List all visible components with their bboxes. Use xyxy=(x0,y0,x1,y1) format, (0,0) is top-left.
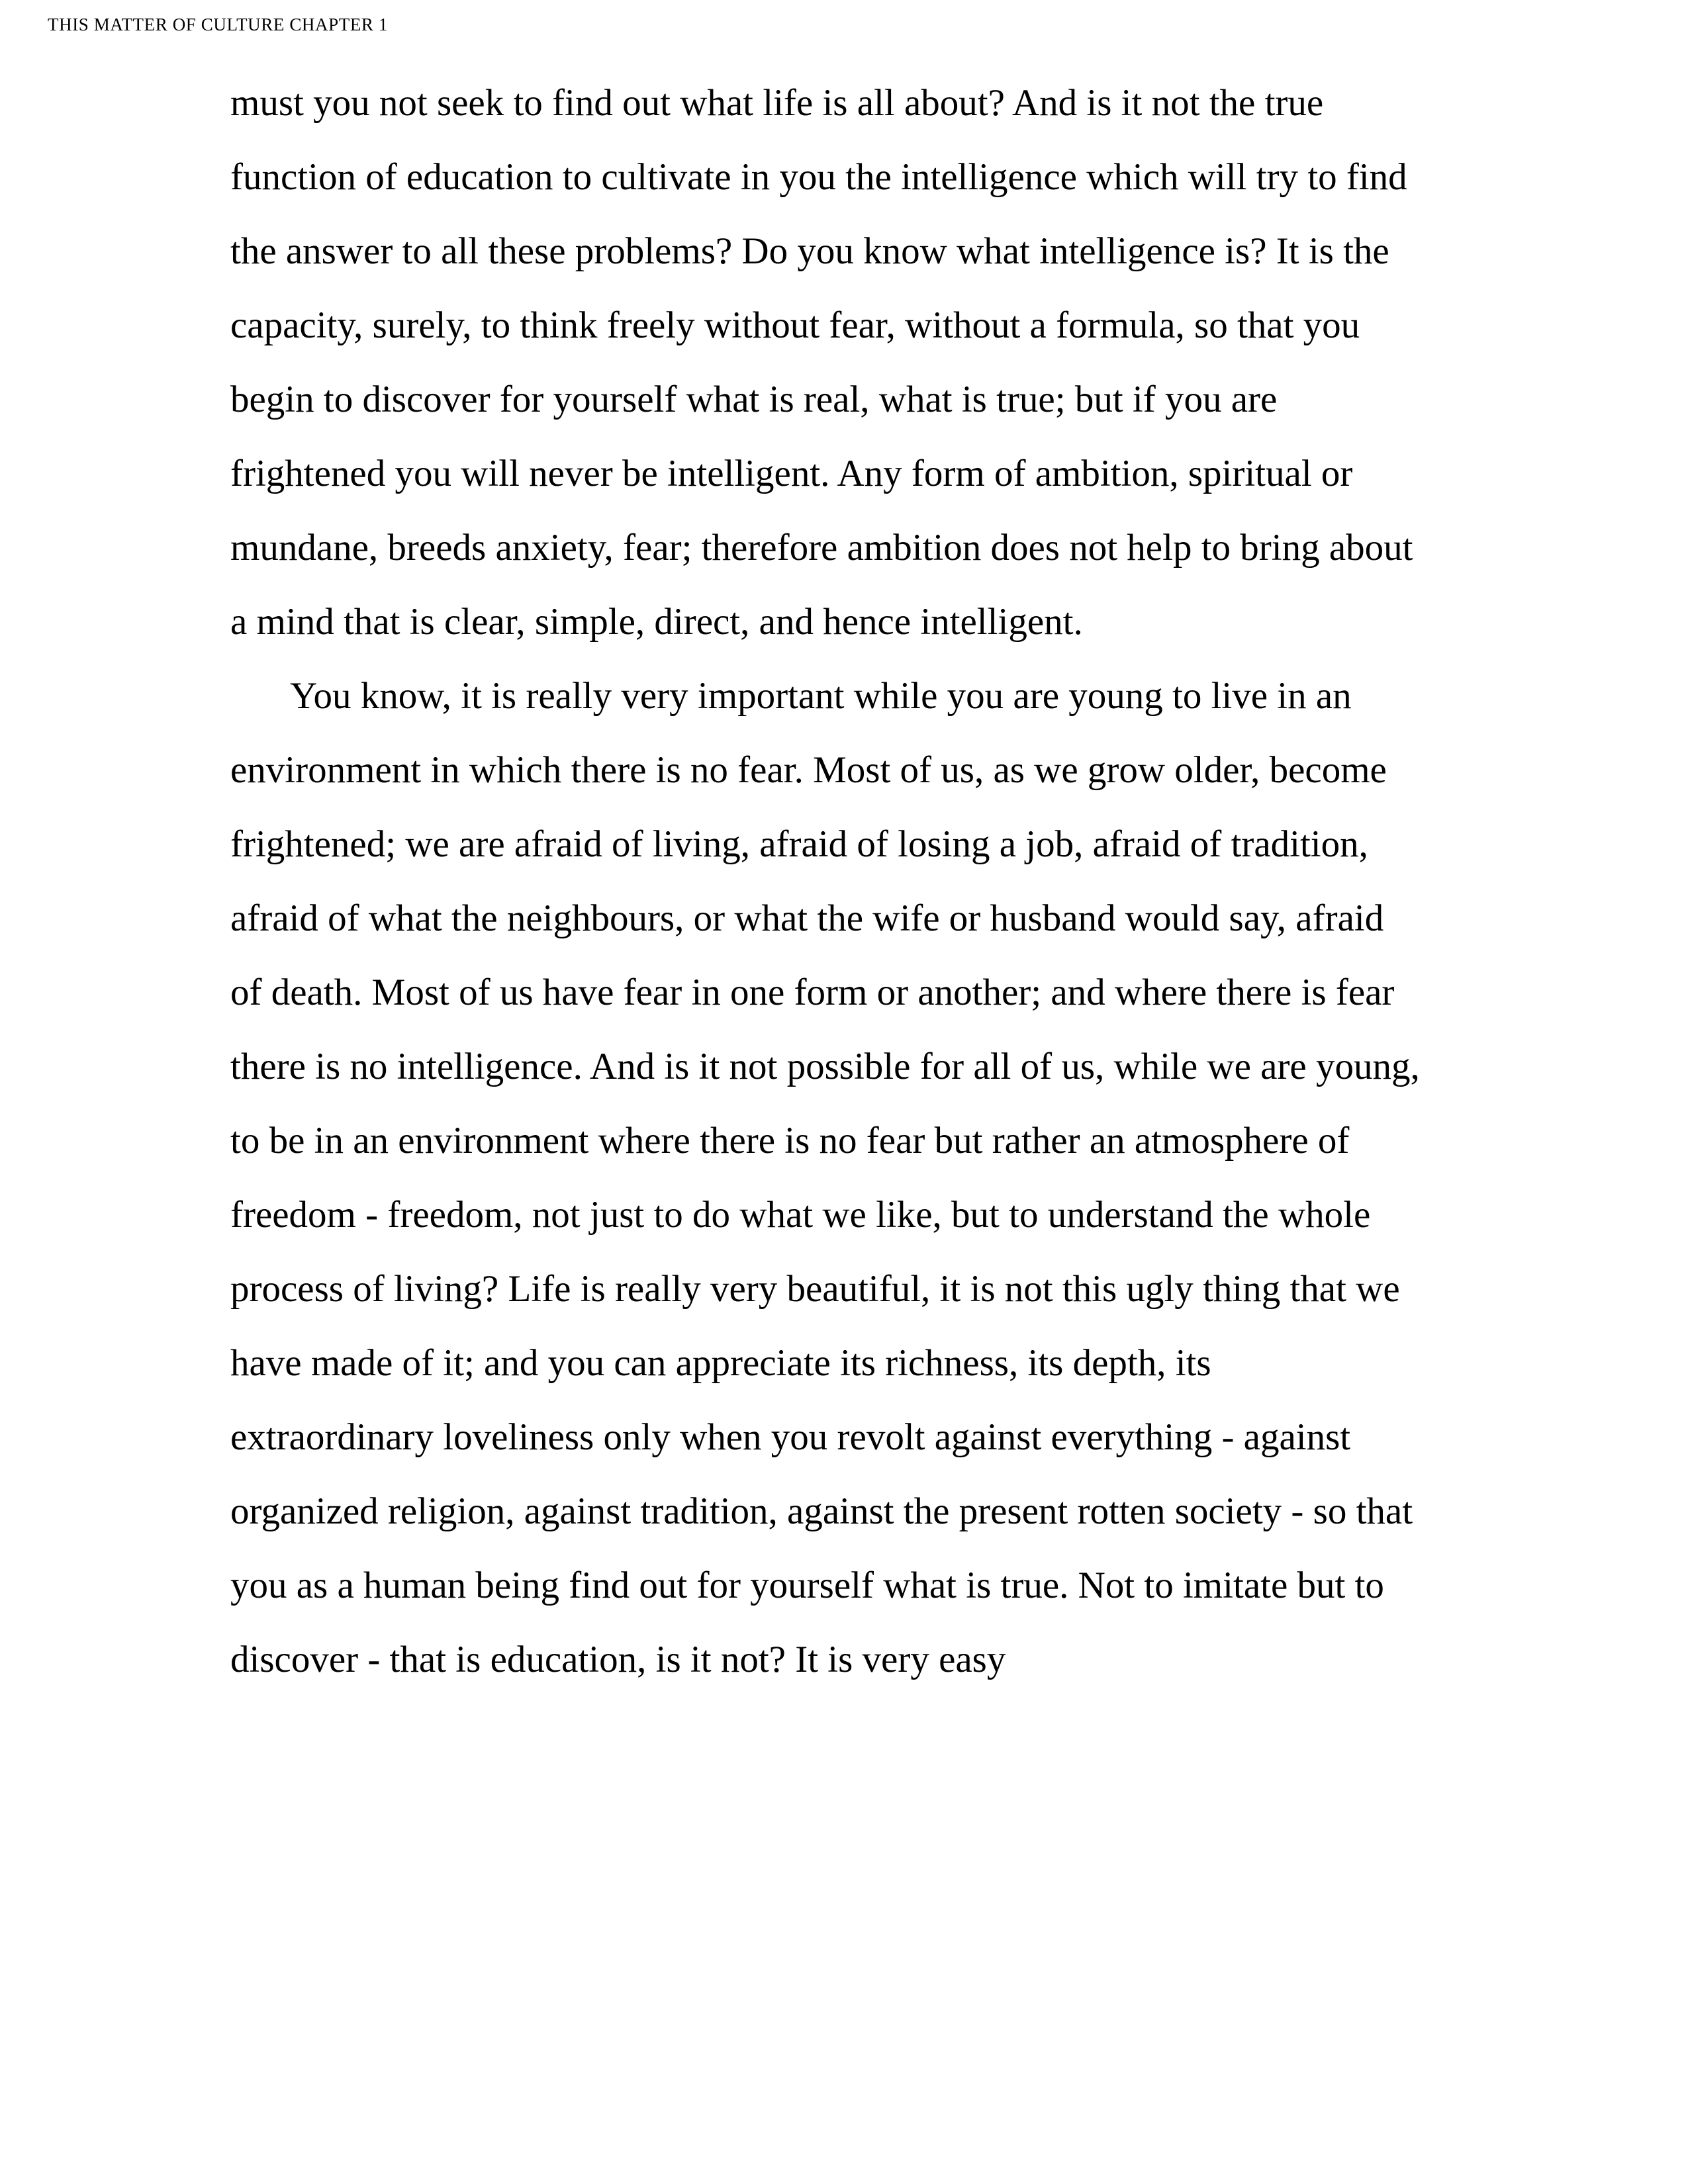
body-paragraph: must you not seek to find out what life is all about? And is it not the true function of education to cultivate in you the intelligence which will try to find the answer to all these problems? Do you know what intelligence is? It is the capacity, surely, to think freely without fear, without a formula, so that you begin to discover for yourself what is real, what is true; but if you are frightened you will never be intelligent. Any form of ambition, spiritual or mundane, breeds anxiety, fear; therefore ambition does not help to bring about a mind that is clear, simple, direct, and hence intelligent. xyxy=(230,82,1413,643)
running-header: THIS MATTER OF CULTURE CHAPTER 1 xyxy=(48,15,388,34)
body-paragraph: You know, it is really very important while you are young to live in an environment in which there is no fear. Most of us, as we grow older, become frightened; we are afraid of living, afraid of losing a job, afraid of tradition, afraid of what the neighbours, or what the wife or husband would say, afraid of death. Most of us have fear in one form or another; and where there is fear there is no intelligence. And is it not possible for all of us, while we are young, to be in an environment where there is no fear but rather an atmosphere of freedom - freedom, not just to do what we like, but to understand the whole process of living? Life is really very beautiful, it is not this ugly thing that we have made of it; and you can appreciate its richness, its depth, its extraordinary loveliness only when you revolt against everything - against organized religion, against tradition, against the present rotten society - so that you as a human being find out for yourself what is true. Not to imitate but to discover - that is education, is it not? It is very easy xyxy=(230,675,1420,1680)
body-text-block xyxy=(230,66,1422,1697)
